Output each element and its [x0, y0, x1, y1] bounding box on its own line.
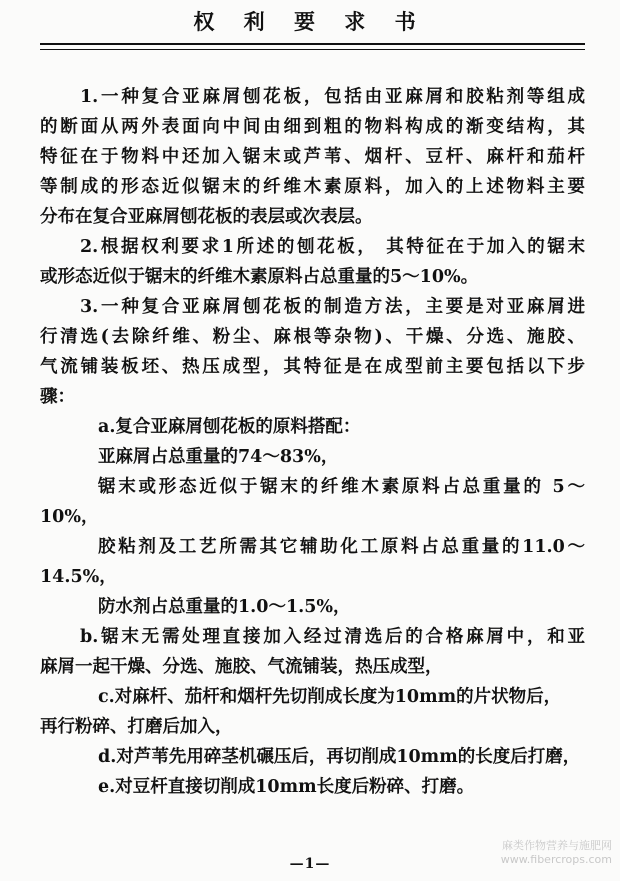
- text-line: 14.5%，: [40, 567, 117, 587]
- text-line: c.对麻杆、茄杆和烟杆先切削成长度为10mm的片状物后，: [98, 687, 562, 707]
- text-line: 胶粘剂及工艺所需其它辅助化工原料占总重量的11.0～: [98, 537, 585, 557]
- claims-body: [40, 82, 585, 802]
- title-rule-top: [40, 43, 585, 45]
- text-line: 麻屑一起干燥、分选、施胶、气流铺装，热压成型，: [40, 657, 443, 677]
- text-line: d.对芦苇先用碎茎机碾压后，再切削成10mm的长度后打磨，: [98, 747, 581, 767]
- text-line: 再行粉碎、打磨后加入，: [40, 717, 233, 737]
- text-line: 气流铺装板坯、热压成型，其特征是在成型前主要包括以下步: [40, 357, 585, 377]
- text-line: a.复合亚麻屑刨花板的原料搭配：: [98, 417, 361, 437]
- text-line: 防水剂占总重量的1.0～1.5%，: [98, 597, 351, 617]
- text-line: 锯末或形态近似于锯末的纤维木素原料占总重量的 5～: [98, 477, 585, 497]
- watermark-url: www.fibercrops.com: [500, 853, 612, 866]
- text-line: 等制成的形态近似锯末的纤维木素原料，加入的上述物料主要: [40, 177, 585, 197]
- text-line: 的断面从两外表面向中间由细到粗的物料构成的渐变结构，其: [40, 117, 585, 137]
- text-line: 2.根据权利要求1所述的刨花板， 其特征在于加入的锯末: [80, 237, 585, 257]
- page-number: —1—: [289, 856, 331, 872]
- text-line: e.对豆杆直接切削成10mm长度后粉碎、打磨。: [98, 777, 475, 797]
- text-line: 亚麻屑占总重量的74～83%，: [98, 447, 339, 467]
- watermark: [501, 839, 612, 867]
- text-line: 10%，: [40, 507, 99, 527]
- text-line: 或形态近似于锯末的纤维木素原料占总重量的5～10%。: [40, 267, 479, 287]
- watermark-site-name: 麻类作物营养与施肥网: [502, 839, 612, 852]
- document-title: 权 利 要 求 书: [193, 9, 427, 34]
- text-line: 行清选(去除纤维、粉尘、麻根等杂物)、干燥、分选、施胶、: [40, 327, 585, 347]
- text-line: 1.一种复合亚麻屑刨花板，包括由亚麻屑和胶粘剂等组成: [80, 87, 585, 107]
- text-line: 3.一种复合亚麻屑刨花板的制造方法，主要是对亚麻屑进: [80, 297, 585, 317]
- text-line: 骤：: [40, 387, 75, 407]
- text-line: 分布在复合亚麻屑刨花板的表层或次表层。: [40, 207, 373, 227]
- text-line: 特征在于物料中还加入锯末或芦苇、烟杆、豆杆、麻杆和茄杆: [40, 147, 585, 167]
- title-rule-bottom: [40, 49, 585, 50]
- text-line: b.锯末无需处理直接加入经过清选后的合格麻屑中，和亚: [80, 627, 585, 647]
